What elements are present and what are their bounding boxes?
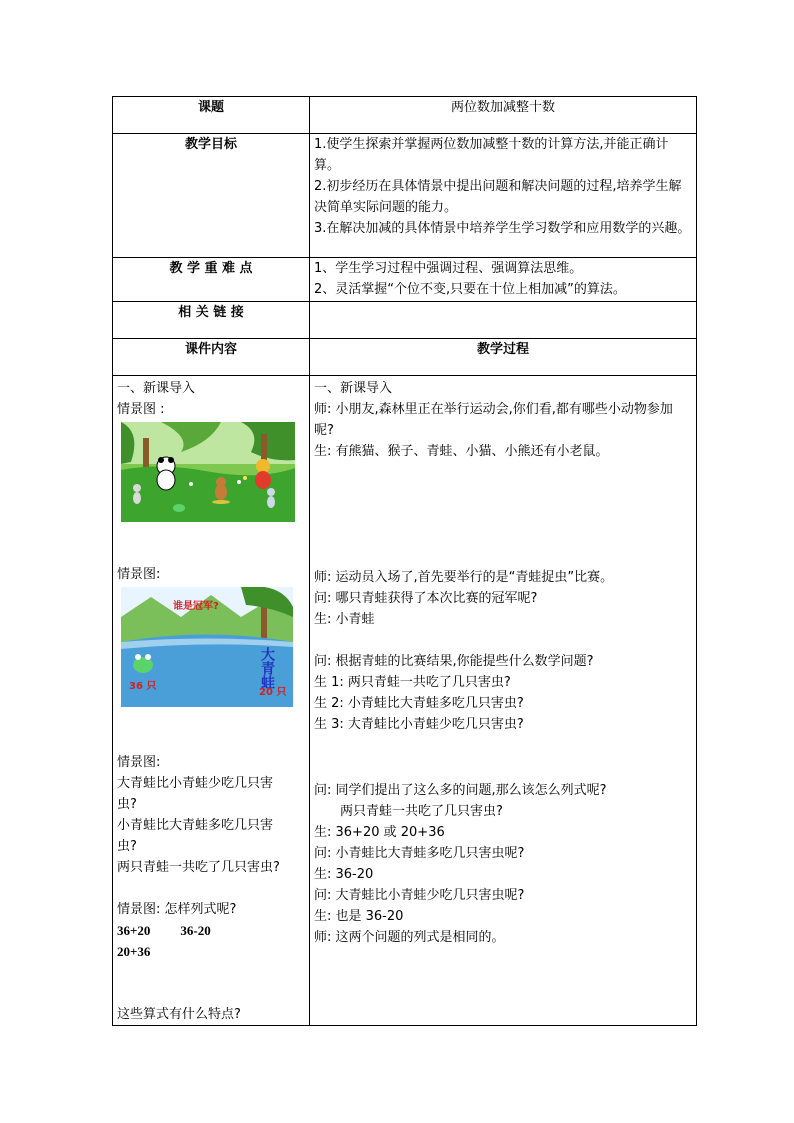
- topic-value: 两位数加减整十数: [310, 97, 697, 134]
- scene2-label: 情景图:: [117, 567, 161, 582]
- process-cell: [310, 376, 697, 1026]
- goals-row: [113, 134, 697, 258]
- content-row: [113, 376, 697, 1026]
- process-p3: 师: 运动员入场了,首先要举行的是“青蛙捉虫”比赛。: [314, 570, 614, 585]
- goal-1: 1.使学生探索并掌握两位数加减整十数的计算方法,并能正确计算。: [314, 137, 669, 173]
- process-p1: 师: 小朋友,森林里正在举行运动会,你们看,都有哪些小动物参加呢?: [314, 402, 673, 438]
- process-p14: 生: 36-20: [314, 867, 374, 882]
- process-p8: 生 2: 小青蛙比大青蛙多吃几只害虫?: [314, 696, 524, 711]
- forest-scene-image: [121, 422, 295, 522]
- scene4-label: 情景图: 怎样列式呢?: [117, 902, 237, 917]
- scene3-line-2: 虫?: [117, 797, 137, 812]
- process-p10: 问: 同学们提出了这么多的问题,那么该怎么列式呢?: [314, 783, 607, 798]
- courseware-cell: [113, 376, 310, 1026]
- process-header: 教学过程: [310, 339, 697, 376]
- process-p11: 两只青蛙一共吃了几只害虫?: [340, 804, 503, 819]
- scene3-label: 情景图:: [117, 755, 161, 770]
- expr-36-minus-20: 36-20: [180, 923, 211, 938]
- question-last: 这些算式有什么特点?: [117, 1007, 241, 1022]
- courseware-intro-title: 一、新课导入: [117, 381, 196, 396]
- process-p7: 生 1: 两只青蛙一共吃了几只害虫?: [314, 675, 511, 690]
- expr-20-plus-36: 20+36: [117, 944, 151, 959]
- process-p17: 师: 这两个问题的列式是相同的。: [314, 930, 505, 945]
- column-header-row: [113, 339, 697, 376]
- difficulty-row: [113, 258, 697, 302]
- topic-label: 课题: [113, 97, 310, 134]
- lesson-plan-table: [112, 96, 697, 1026]
- difficulty-cell: [310, 258, 697, 302]
- process-p13: 问: 小青蛙比大青蛙多吃几只害虫呢?: [314, 846, 525, 861]
- goal-3: 3.在解决加减的具体情景中培养学生学习数学和应用数学的兴趣。: [314, 221, 691, 236]
- process-p15: 问: 大青蛙比小青蛙少吃几只害虫呢?: [314, 888, 525, 903]
- process-p16: 生: 也是 36-20: [314, 909, 404, 924]
- expressions-line-1: [117, 920, 305, 941]
- frog-contest-image: [121, 587, 293, 707]
- scene3-line-5: 两只青蛙一共吃了几只害虫?: [117, 860, 280, 875]
- big-frog-text: 大青蛙: [259, 647, 275, 689]
- goals-label: 教学目标: [113, 134, 310, 258]
- goal-2: 2.初步经历在具体情景中提出问题和解决问题的过程,培养学生解决简单实际问题的能力。: [314, 179, 682, 215]
- courseware-header: 课件内容: [113, 339, 310, 376]
- topic-row: [113, 97, 697, 134]
- goals-cell: [310, 134, 697, 258]
- process-intro-title: 一、新课导入: [314, 381, 393, 396]
- small-frog-count: 36 只: [129, 681, 157, 692]
- process-p5: 生: 小青蛙: [314, 612, 375, 627]
- difficulty-label: 教 学 重 难 点: [113, 258, 310, 302]
- scene3-line-1: 大青蛙比小青蛙少吃几只害: [117, 776, 274, 791]
- links-label: 相 关 链 接: [113, 302, 310, 339]
- scene3-line-4: 虫?: [117, 839, 137, 854]
- frog-contest-question: 谁是冠军?: [173, 601, 219, 612]
- scene1-label: 情景图 :: [117, 402, 165, 417]
- scene3-line-3: 小青蛙比大青蛙多吃几只害: [117, 818, 274, 833]
- big-frog-count: 20 只: [259, 687, 287, 698]
- difficulty-1: 1、学生学习过程中强调过程、强调算法思维。: [314, 261, 583, 276]
- process-p6: 问: 根据青蛙的比赛结果,你能提些什么数学问题?: [314, 654, 594, 669]
- links-row: [113, 302, 697, 339]
- process-p9: 生 3: 大青蛙比小青蛙少吃几只害虫?: [314, 717, 524, 732]
- process-p2: 生: 有熊猫、猴子、青蛙、小猫、小熊还有小老鼠。: [314, 444, 609, 459]
- links-value: [310, 302, 697, 339]
- difficulty-2: 2、灵活掌握“个位不变,只要在十位上相加减”的算法。: [314, 282, 626, 297]
- expr-36-plus-20: 36+20: [117, 923, 151, 938]
- process-p4: 问: 哪只青蛙获得了本次比赛的冠军呢?: [314, 591, 538, 606]
- process-p12: 生: 36+20 或 20+36: [314, 825, 445, 840]
